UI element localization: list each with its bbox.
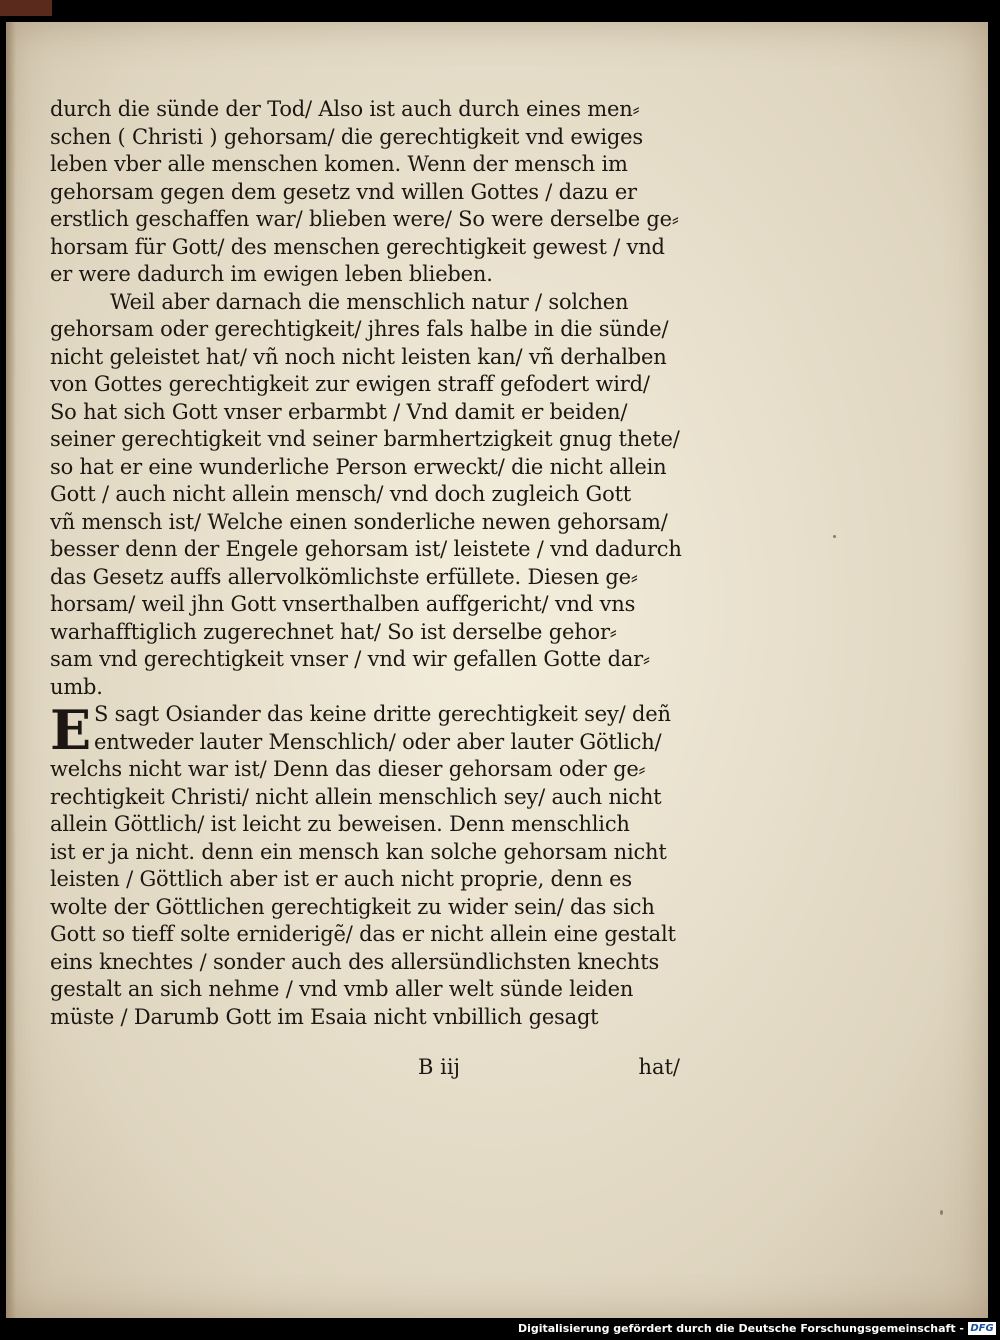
text-line: entweder lauter Menschlich/ oder aber lauter Götlich/: [94, 729, 662, 754]
text-line: leben vber alle menschen komen. Wenn der mensch im: [50, 152, 628, 176]
text-line: ist er ja nicht. denn ein mensch kan solche gehorsam nicht: [50, 839, 667, 864]
text-line: besser denn der Engele gehorsam ist/ leistete / vnd dadurch: [50, 537, 682, 561]
text-line: umb.: [50, 674, 103, 699]
page-gutter-shadow: [6, 22, 16, 1318]
paper-speck: [940, 1210, 943, 1215]
text-line: S sagt Osiander das keine dritte gerechtigkeit sey/ deñ: [94, 702, 671, 726]
binding-tab: [0, 0, 52, 16]
dfg-logo: DFG: [968, 1322, 996, 1335]
text-line: allein Göttlich/ ist leicht zu beweisen. Denn menschlich: [50, 812, 630, 836]
text-line: gehorsam gegen dem gesetz vnd willen Gottes / dazu er: [50, 179, 637, 204]
text-line: rechtigkeit Christi/ nicht allein menschlich sey/ auch nicht: [50, 784, 662, 809]
signature-mark: B iij: [418, 1055, 461, 1079]
text-line: müste / Darumb Gott im Esaia nicht vnbillich gesagt: [50, 1004, 599, 1029]
text-line: vñ mensch ist/ Welche einen sonderliche newen gehorsam/: [50, 509, 668, 534]
text-line: Gott / auch nicht allein mensch/ vnd doch zugleich Gott: [50, 482, 632, 506]
funding-credit: Digitalisierung gefördert durch die Deutsche Forschungsgemeinschaft -: [517, 1322, 964, 1335]
text-line: leisten / Göttlich aber ist er auch nicht proprie, denn es: [50, 867, 632, 891]
catchword: hat/: [638, 1055, 680, 1079]
page-footer: [50, 1052, 690, 1082]
text-line: schen ( Christi ) gehorsam/ die gerechtigkeit vnd ewiges: [50, 124, 643, 149]
text-line: durch die sünde der Tod/ Also ist auch durch eines men⸗: [50, 97, 640, 121]
text-line: nicht geleistet hat/ vñ noch nicht leisten kan/ vñ derhalben: [50, 344, 667, 369]
text-line: von Gottes gerechtigkeit zur ewigen straff gefodert wird/: [50, 372, 650, 396]
text-line: wolte der Göttlichen gerechtigkeit zu wider sein/ das sich: [50, 894, 655, 919]
text-line: das Gesetz auffs allervolkömlichste erfüllete. Diesen ge⸗: [50, 564, 638, 589]
paragraph-start-line: Weil aber darnach die menschlich natur / solchen: [110, 289, 629, 314]
text-line: so hat er eine wunderliche Person erweckt/ die nicht allein: [50, 454, 667, 479]
text-line: seiner gerechtigkeit vnd seiner barmhertzigkeit gnug thete/: [50, 427, 680, 451]
text-line: er were dadurch im ewigen leben blieben.: [50, 262, 493, 286]
text-line: erstlich geschaffen war/ blieben were/ So were derselbe ge⸗: [50, 207, 679, 231]
paper-speck: [833, 535, 836, 538]
text-line: Gott so tieff solte erniderigẽ/ das er nicht allein eine gestalt: [50, 922, 676, 946]
text-line: welchs nicht war ist/ Denn das dieser gehorsam oder ge⸗: [50, 757, 646, 781]
drop-capital: E: [50, 698, 91, 762]
text-line: sam vnd gerechtigkeit vnser / vnd wir gefallen Gotte dar⸗: [50, 647, 650, 671]
text-line: horsam für Gott/ des menschen gerechtigkeit gewest / vnd: [50, 234, 665, 259]
text-line: So hat sich Gott vnser erbarmbt / Vnd damit er beiden/: [50, 399, 628, 424]
text-line: gestalt an sich nehme / vnd vmb aller welt sünde leiden: [50, 977, 634, 1001]
text-line: warhafftiglich zugerechnet hat/ So ist derselbe gehor⸗: [50, 619, 617, 644]
text-line: horsam/ weil jhn Gott vnserthalben auffgericht/ vnd vns: [50, 592, 636, 616]
text-line: eins knechtes / sonder auch des allersündlichsten knechts: [50, 949, 660, 974]
text-line: gehorsam oder gerechtigkeit/ jhres fals halbe in die sünde/: [50, 317, 669, 341]
body-text: [50, 96, 690, 1031]
